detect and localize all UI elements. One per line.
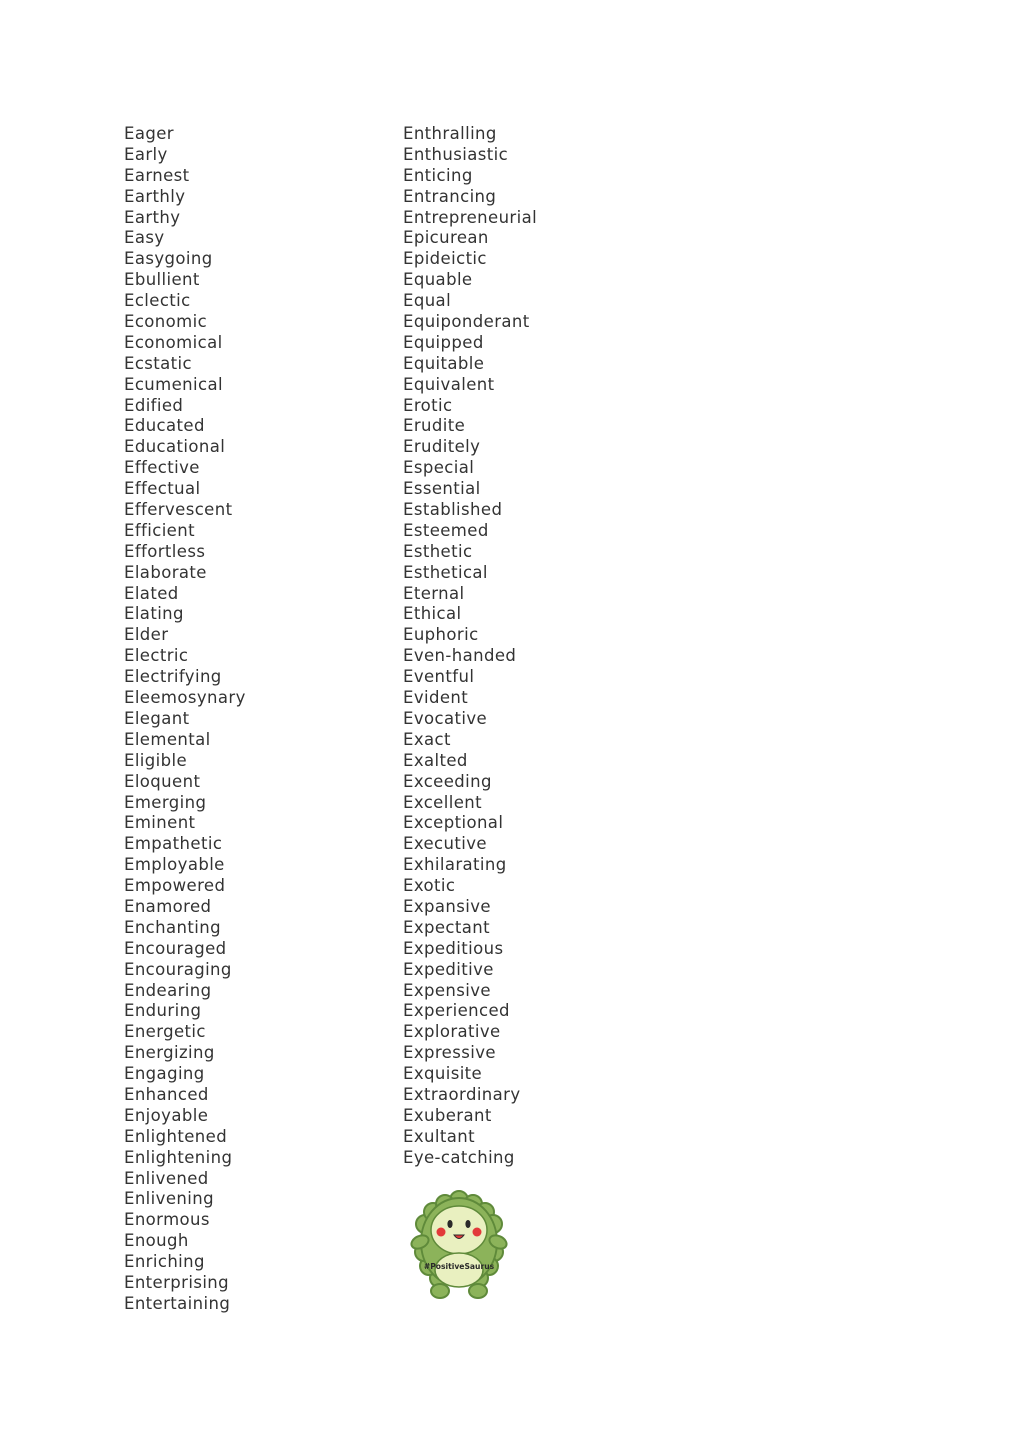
word-item: Entrancing: [403, 186, 497, 206]
word-item: Esteemed: [403, 520, 489, 540]
word-item: Endearing: [124, 980, 212, 1000]
word-item: Encouraged: [124, 938, 227, 958]
word-item: Enlightened: [124, 1126, 228, 1146]
left-eye: [447, 1220, 452, 1228]
word-item: Encouraging: [124, 959, 232, 979]
word-item: Exact: [403, 729, 451, 749]
word-item: Ecstatic: [124, 353, 192, 373]
word-item: Educational: [124, 437, 226, 457]
word-item: Elemental: [124, 729, 211, 749]
word-item: Exultant: [403, 1126, 475, 1146]
mascot-label: #PositiveSaurus: [423, 1262, 495, 1271]
word-item: Exhilarating: [403, 855, 507, 875]
word-item: Elder: [124, 625, 169, 645]
word-item: Established: [403, 500, 503, 520]
word-item: Enlivened: [124, 1168, 209, 1188]
word-item: Empathetic: [124, 834, 223, 854]
word-item: Elegant: [124, 708, 190, 728]
word-item: Epideictic: [403, 249, 487, 269]
word-item: Eventful: [403, 667, 475, 687]
word-item: Educated: [124, 416, 205, 436]
word-item: Edified: [124, 395, 184, 415]
word-item: Electric: [124, 646, 189, 666]
word-item: Epicurean: [403, 228, 489, 248]
word-item: Emerging: [124, 792, 207, 812]
word-item: Enhanced: [124, 1084, 209, 1104]
word-item: Earnest: [124, 165, 190, 185]
word-item: Earthly: [124, 186, 186, 206]
word-item: Eleemosynary: [124, 688, 246, 708]
word-item: Earthy: [124, 207, 181, 227]
positivesaurus-turtle-icon: [408, 1190, 510, 1302]
word-item: Expeditious: [403, 938, 504, 958]
word-item: Evocative: [403, 708, 488, 728]
word-item: Enamored: [124, 896, 212, 916]
word-item: Euphoric: [403, 625, 479, 645]
word-item: Equipped: [403, 332, 484, 352]
word-item: Enlivening: [124, 1189, 214, 1209]
word-item: Early: [124, 144, 168, 164]
word-item: Enterprising: [124, 1272, 230, 1292]
word-item: Exuberant: [403, 1105, 492, 1125]
word-item: Ecumenical: [124, 374, 223, 394]
word-item: Evident: [403, 688, 469, 708]
word-item: Economical: [124, 332, 223, 352]
word-item: Elated: [124, 583, 179, 603]
word-item: Energetic: [124, 1022, 206, 1042]
word-item: Engaging: [124, 1064, 205, 1084]
left-cheek: [437, 1228, 446, 1237]
word-item: Extraordinary: [403, 1084, 521, 1104]
word-item: Elating: [124, 604, 184, 624]
right-eye: [465, 1220, 470, 1228]
word-list-left: [124, 124, 246, 1315]
word-item: Enriching: [124, 1252, 205, 1272]
word-item: Enticing: [403, 165, 473, 185]
word-item: Enjoyable: [124, 1105, 209, 1125]
word-item: Energizing: [124, 1043, 215, 1063]
word-item: Economic: [124, 312, 208, 332]
word-item: Eloquent: [124, 771, 201, 791]
word-item: Effervescent: [124, 500, 233, 520]
word-item: Enormous: [124, 1210, 210, 1230]
word-item: Eager: [124, 124, 174, 143]
word-item: Esthetical: [403, 562, 488, 582]
word-item: Effortless: [124, 541, 206, 561]
right-cheek: [473, 1228, 482, 1237]
word-item: Enough: [124, 1231, 189, 1251]
word-item: Effectual: [124, 479, 201, 499]
left-foot: [431, 1284, 449, 1298]
word-item: Eligible: [124, 750, 188, 770]
word-item: Equivalent: [403, 374, 495, 394]
word-item: Entertaining: [124, 1293, 231, 1313]
word-item: Eternal: [403, 583, 465, 603]
word-item: Expensive: [403, 980, 491, 1000]
word-item: Exceptional: [403, 813, 504, 833]
word-item: Eye-catching: [403, 1147, 515, 1167]
word-item: Ethical: [403, 604, 462, 624]
word-item: Entrepreneurial: [403, 207, 538, 227]
word-item: Enthralling: [403, 124, 497, 143]
word-item: Equiponderant: [403, 312, 530, 332]
word-item: Esthetic: [403, 541, 473, 561]
word-item: Executive: [403, 834, 487, 854]
word-item: Elaborate: [124, 562, 207, 582]
word-item: Experienced: [403, 1001, 510, 1021]
word-item: Exquisite: [403, 1064, 483, 1084]
word-item: Exceeding: [403, 771, 492, 791]
word-item: Expressive: [403, 1043, 496, 1063]
word-item: Ebullient: [124, 270, 200, 290]
word-item: Exalted: [403, 750, 468, 770]
word-item: Enthusiastic: [403, 144, 509, 164]
word-item: Enlightening: [124, 1147, 233, 1167]
word-item: Excellent: [403, 792, 482, 812]
mascot-svg: [408, 1190, 510, 1302]
word-item: Easy: [124, 228, 165, 248]
word-item: Exotic: [403, 876, 456, 896]
word-item: Expeditive: [403, 959, 494, 979]
word-item: Especial: [403, 458, 475, 478]
word-item: Equal: [403, 291, 452, 311]
word-item: Enduring: [124, 1001, 202, 1021]
word-item: Employable: [124, 855, 225, 875]
word-item: Essential: [403, 479, 481, 499]
word-item: Explorative: [403, 1022, 501, 1042]
word-item: Enchanting: [124, 917, 221, 937]
word-item: Electrifying: [124, 667, 222, 687]
word-item: Equitable: [403, 353, 485, 373]
word-item: Empowered: [124, 876, 226, 896]
word-item: Even-handed: [403, 646, 517, 666]
word-item: Effective: [124, 458, 200, 478]
word-item: Erotic: [403, 395, 453, 415]
word-item: Erudite: [403, 416, 466, 436]
word-list-right: [403, 124, 537, 1169]
word-item: Expectant: [403, 917, 490, 937]
word-item: Equable: [403, 270, 473, 290]
word-item: Expansive: [403, 896, 491, 916]
word-item: Efficient: [124, 520, 195, 540]
word-item: Eclectic: [124, 291, 191, 311]
word-item: Eruditely: [403, 437, 481, 457]
word-item: Eminent: [124, 813, 196, 833]
word-item: Easygoing: [124, 249, 213, 269]
right-foot: [469, 1284, 487, 1298]
